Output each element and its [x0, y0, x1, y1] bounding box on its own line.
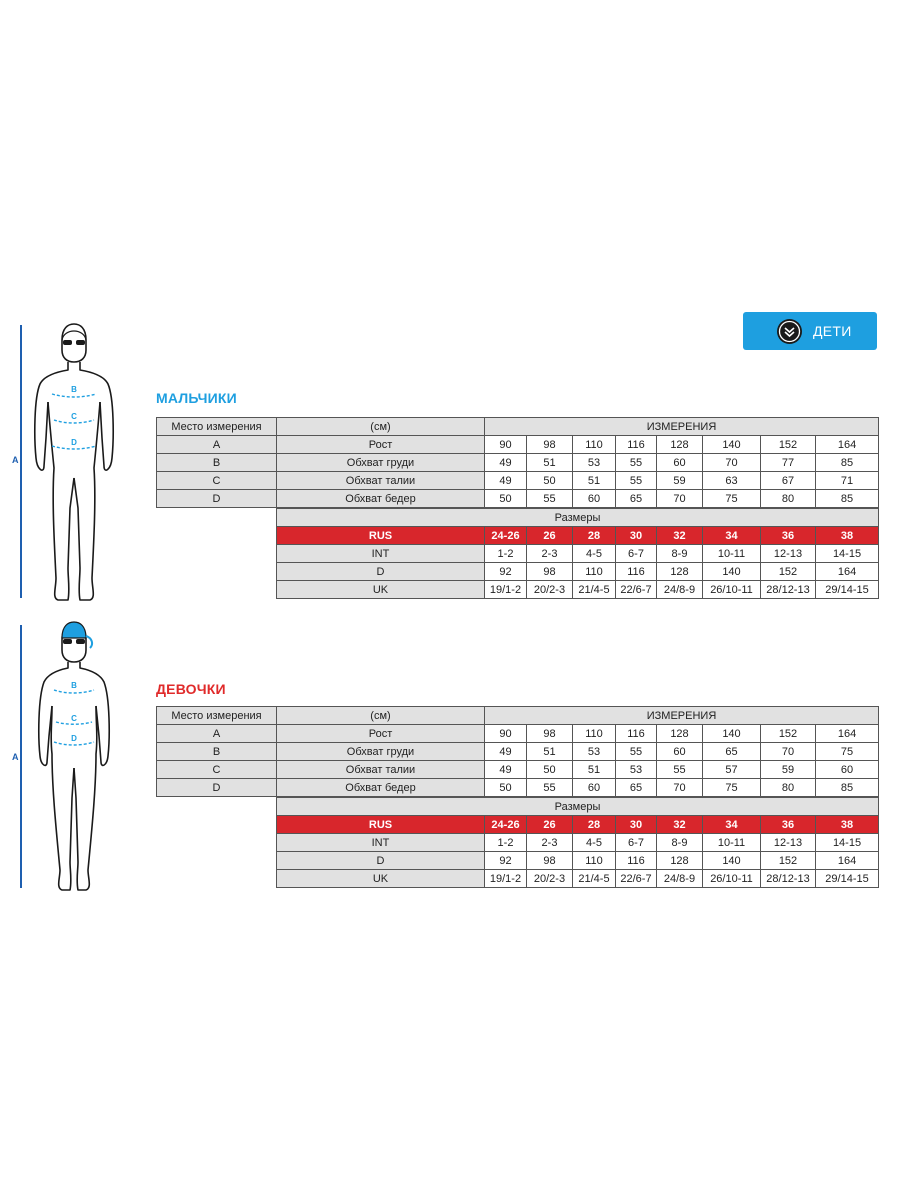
measurement-row-c: C Обхват талии 49 50 51 55 59 63 67 71	[157, 472, 879, 490]
measurement-row-d: D Обхват бедер 50 55 60 65 70 75 80 85	[157, 779, 879, 797]
measurement-row-a: A Рост 90 98 110 116 128 140 152 164	[157, 436, 879, 454]
size-row-uk: UK 19/1-2 20/2-3 21/4-5 22/6-7 24/8-9 26/10-11 28/12-13 29/14-15	[277, 870, 879, 888]
girl-label-a: A	[12, 752, 19, 762]
measurement-row-a: A Рост 90 98 110 116 128 140 152 164	[157, 725, 879, 743]
sizes-title: Размеры	[277, 798, 879, 816]
kids-category-button[interactable]	[743, 312, 877, 350]
header-unit: (см)	[277, 418, 485, 436]
size-row-int: INT 1-2 2-3 4-5 6-7 8-9 10-11 12-13 14-15	[277, 834, 879, 852]
measurement-row-d: D Обхват бедер 50 55 60 65 70 75 80 85	[157, 490, 879, 508]
size-row-d: D 92 98 110 116 128 140 152 164	[277, 852, 879, 870]
chevron-double-down-icon	[777, 319, 802, 344]
boy-label-c: C	[71, 412, 77, 421]
boy-label-b: B	[71, 385, 77, 394]
boys-measurements-table	[156, 417, 879, 508]
size-row-uk: UK 19/1-2 20/2-3 21/4-5 22/6-7 24/8-9 26/10-11 28/12-13 29/14-15	[277, 581, 879, 599]
girl-label-c: C	[71, 714, 77, 723]
girls-sizes-table	[276, 797, 879, 888]
header-unit: (см)	[277, 707, 485, 725]
boy-label-a: A	[12, 455, 19, 465]
girls-measurements-table	[156, 706, 879, 797]
kids-category-label: ДЕТИ	[813, 323, 852, 339]
boy-label-d: D	[71, 438, 77, 447]
boys-title: МАЛЬЧИКИ	[156, 390, 237, 406]
measurement-row-b: B Обхват груди 49 51 53 55 60 70 77 85	[157, 454, 879, 472]
header-measurements: ИЗМЕРЕНИЯ	[485, 707, 879, 725]
girls-title: ДЕВОЧКИ	[156, 681, 226, 697]
size-row-rus: RUS 24-26 26 28 30 32 34 36 38	[277, 816, 879, 834]
header-measurements: ИЗМЕРЕНИЯ	[485, 418, 879, 436]
header-place: Место измерения	[157, 418, 277, 436]
girl-body-figure	[0, 618, 130, 898]
girl-label-d: D	[71, 734, 77, 743]
measurement-row-c: C Обхват талии 49 50 51 53 55 57 59 60	[157, 761, 879, 779]
boy-body-figure	[0, 318, 130, 608]
size-row-d: D 92 98 110 116 128 140 152 164	[277, 563, 879, 581]
girl-label-b: B	[71, 681, 77, 690]
boys-sizes-table	[276, 508, 879, 599]
sizes-title: Размеры	[277, 509, 879, 527]
size-row-rus: RUS 24-26 26 28 30 32 34 36 38	[277, 527, 879, 545]
measurement-row-b: B Обхват груди 49 51 53 55 60 65 70 75	[157, 743, 879, 761]
header-place: Место измерения	[157, 707, 277, 725]
size-row-int: INT 1-2 2-3 4-5 6-7 8-9 10-11 12-13 14-15	[277, 545, 879, 563]
